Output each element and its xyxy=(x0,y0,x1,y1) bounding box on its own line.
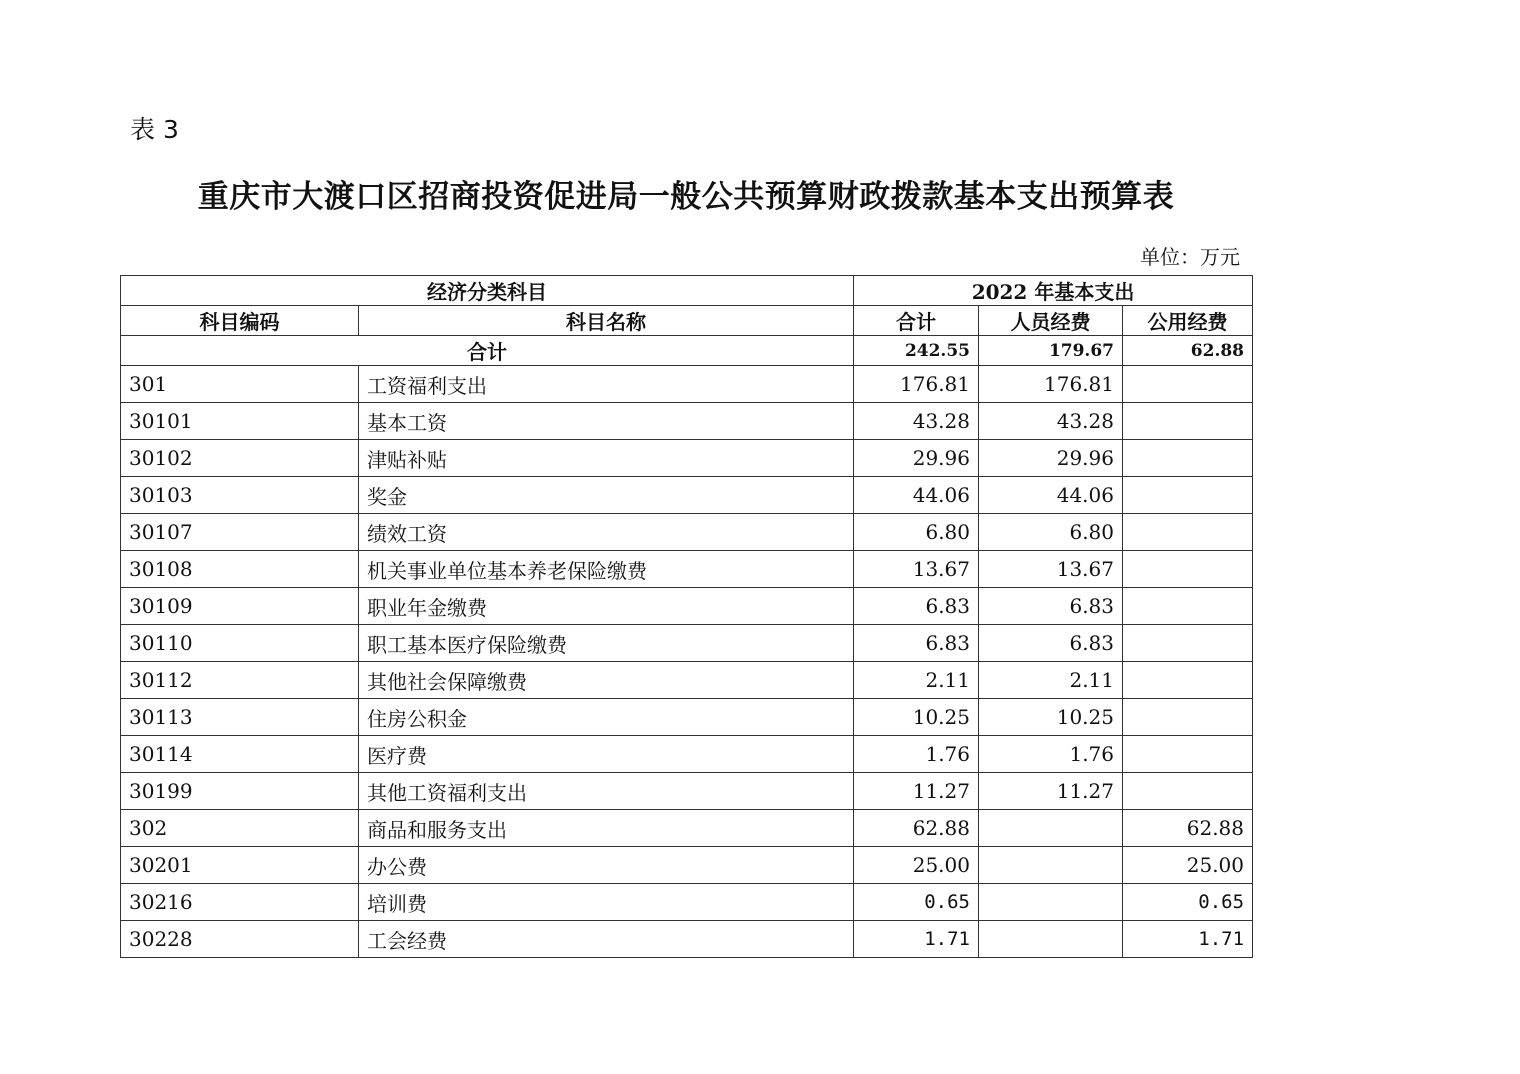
public-value: 1.71 xyxy=(1123,921,1253,958)
header-personnel-expenses: 人员经费 xyxy=(979,306,1123,336)
personnel-value xyxy=(979,884,1123,921)
header-row-group xyxy=(121,276,1253,306)
personnel-value: 13.67 xyxy=(979,551,1123,588)
total-value: 44.06 xyxy=(854,477,979,514)
total-row-total: 242.55 xyxy=(854,336,979,366)
subject-code: 302 xyxy=(121,810,359,847)
total-value: 25.00 xyxy=(854,847,979,884)
personnel-value: 29.96 xyxy=(979,440,1123,477)
table-row xyxy=(121,551,1253,588)
total-row-label: 合计 xyxy=(121,336,854,366)
subject-code: 30102 xyxy=(121,440,359,477)
subject-name: 医疗费 xyxy=(359,736,854,773)
subject-name: 商品和服务支出 xyxy=(359,810,854,847)
table-row xyxy=(121,662,1253,699)
public-value xyxy=(1123,736,1253,773)
document-title: 重庆市大渡口区招商投资促进局一般公共预算财政拨款基本支出预算表 xyxy=(197,179,1175,215)
subject-code: 30109 xyxy=(121,588,359,625)
subject-code: 301 xyxy=(121,366,359,403)
subject-code: 30114 xyxy=(121,736,359,773)
total-value: 10.25 xyxy=(854,699,979,736)
public-value xyxy=(1123,625,1253,662)
table-row xyxy=(121,810,1253,847)
subject-name: 其他工资福利支出 xyxy=(359,773,854,810)
header-public-expenses: 公用经费 xyxy=(1123,306,1253,336)
table-row xyxy=(121,921,1253,958)
personnel-value: 6.83 xyxy=(979,588,1123,625)
table-row xyxy=(121,440,1253,477)
subject-code: 30216 xyxy=(121,884,359,921)
total-row-personnel: 179.67 xyxy=(979,336,1123,366)
subject-code: 30110 xyxy=(121,625,359,662)
total-value: 176.81 xyxy=(854,366,979,403)
public-value xyxy=(1123,477,1253,514)
total-value: 13.67 xyxy=(854,551,979,588)
subject-code: 30101 xyxy=(121,403,359,440)
subject-name: 机关事业单位基本养老保险缴费 xyxy=(359,551,854,588)
total-value: 1.76 xyxy=(854,736,979,773)
table-row xyxy=(121,736,1253,773)
subject-name: 办公费 xyxy=(359,847,854,884)
header-basic-expenditure-2022: 2022 年基本支出 xyxy=(854,276,1253,306)
total-value: 6.80 xyxy=(854,514,979,551)
personnel-value: 6.80 xyxy=(979,514,1123,551)
header-subject-name: 科目名称 xyxy=(359,306,854,336)
subject-name: 工会经费 xyxy=(359,921,854,958)
table-row xyxy=(121,625,1253,662)
public-value xyxy=(1123,662,1253,699)
total-row-public: 62.88 xyxy=(1123,336,1253,366)
subject-code: 30112 xyxy=(121,662,359,699)
table-row xyxy=(121,366,1253,403)
subject-name: 职业年金缴费 xyxy=(359,588,854,625)
total-value: 2.11 xyxy=(854,662,979,699)
subject-code: 30113 xyxy=(121,699,359,736)
subject-name: 职工基本医疗保险缴费 xyxy=(359,625,854,662)
subject-name: 绩效工资 xyxy=(359,514,854,551)
personnel-value: 44.06 xyxy=(979,477,1123,514)
public-value: 62.88 xyxy=(1123,810,1253,847)
personnel-value xyxy=(979,921,1123,958)
public-value: 0.65 xyxy=(1123,884,1253,921)
public-value xyxy=(1123,440,1253,477)
subject-name: 培训费 xyxy=(359,884,854,921)
table-row xyxy=(121,884,1253,921)
subject-code: 30103 xyxy=(121,477,359,514)
subject-name: 工资福利支出 xyxy=(359,366,854,403)
public-value xyxy=(1123,699,1253,736)
public-value xyxy=(1123,588,1253,625)
public-value xyxy=(1123,514,1253,551)
public-value: 25.00 xyxy=(1123,847,1253,884)
subject-name: 住房公积金 xyxy=(359,699,854,736)
public-value xyxy=(1123,403,1253,440)
personnel-value xyxy=(979,810,1123,847)
subject-name: 津贴补贴 xyxy=(359,440,854,477)
public-value xyxy=(1123,773,1253,810)
table-row xyxy=(121,514,1253,551)
personnel-value: 6.83 xyxy=(979,625,1123,662)
subject-code: 30199 xyxy=(121,773,359,810)
total-value: 6.83 xyxy=(854,588,979,625)
personnel-value: 176.81 xyxy=(979,366,1123,403)
total-value: 11.27 xyxy=(854,773,979,810)
total-row xyxy=(121,336,1253,366)
subject-code: 30228 xyxy=(121,921,359,958)
personnel-value: 43.28 xyxy=(979,403,1123,440)
total-value: 43.28 xyxy=(854,403,979,440)
table-row xyxy=(121,773,1253,810)
header-row-columns xyxy=(121,306,1253,336)
personnel-value: 2.11 xyxy=(979,662,1123,699)
budget-table xyxy=(120,275,1253,958)
subject-code: 30201 xyxy=(121,847,359,884)
personnel-value: 11.27 xyxy=(979,773,1123,810)
subject-name: 奖金 xyxy=(359,477,854,514)
table-row xyxy=(121,403,1253,440)
table-row xyxy=(121,588,1253,625)
total-value: 29.96 xyxy=(854,440,979,477)
header-economic-classification: 经济分类科目 xyxy=(121,276,854,306)
table-number: 表 3 xyxy=(130,115,179,144)
header-total: 合计 xyxy=(854,306,979,336)
personnel-value xyxy=(979,847,1123,884)
subject-code: 30108 xyxy=(121,551,359,588)
public-value xyxy=(1123,551,1253,588)
total-value: 62.88 xyxy=(854,810,979,847)
table-row xyxy=(121,477,1253,514)
personnel-value: 10.25 xyxy=(979,699,1123,736)
subject-code: 30107 xyxy=(121,514,359,551)
subject-name: 其他社会保障缴费 xyxy=(359,662,854,699)
table-row xyxy=(121,847,1253,884)
subject-name: 基本工资 xyxy=(359,403,854,440)
total-value: 1.71 xyxy=(854,921,979,958)
total-value: 6.83 xyxy=(854,625,979,662)
total-value: 0.65 xyxy=(854,884,979,921)
table-row xyxy=(121,699,1253,736)
personnel-value: 1.76 xyxy=(979,736,1123,773)
header-subject-code: 科目编码 xyxy=(121,306,359,336)
unit-label: 单位：万元 xyxy=(1140,245,1240,269)
public-value xyxy=(1123,366,1253,403)
